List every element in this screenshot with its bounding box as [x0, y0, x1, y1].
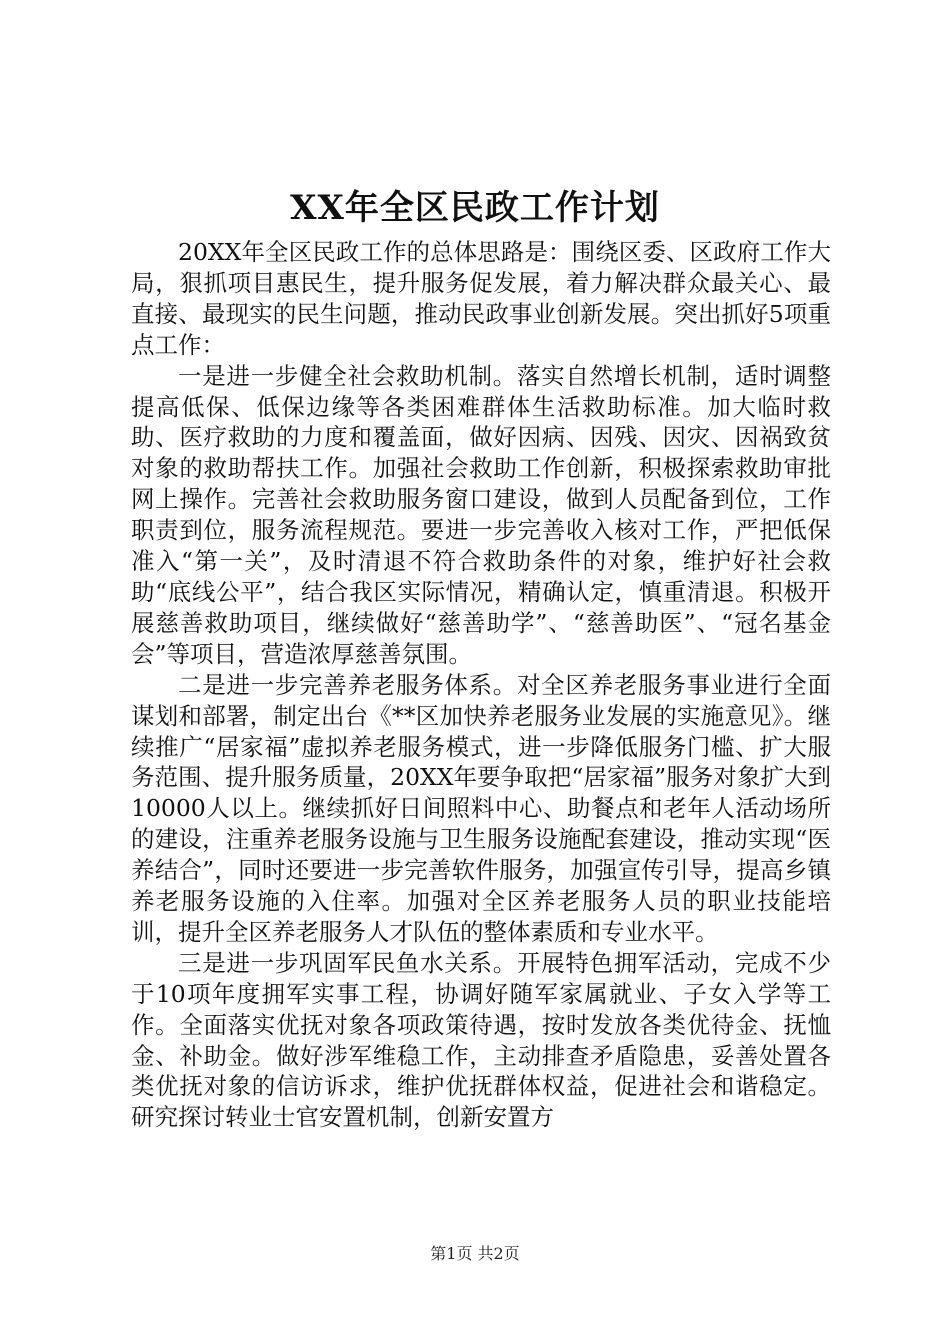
document-body	[131, 237, 831, 1133]
document-title: XX年全区民政工作计划	[290, 188, 660, 228]
paragraph-military-civilian: 三是进一步巩固军民鱼水关系。开展特色拥军活动，完成不少于10项年度拥军实事工程，协调好随军家属就业、子女入学等工作。全面落实优抚对象各项政策待遇，按时发放各类优待金、抚恤金、补助金。做好涉军维稳工作，主动排查矛盾隐患，妥善处置各类优抚对象的信访诉求，维护优抚群体权益，促进社会和谐稳定。研究探讨转业士官安置机制，创新安置方	[131, 948, 831, 1132]
page-number-footer: 第1页 共2页	[430, 1244, 520, 1263]
paragraph-intro: 20XX年全区民政工作的总体思路是：围绕区委、区政府工作大局，狠抓项目惠民生，提升服务促发展，着力解决群众最关心、最直接、最现实的民生问题，推动民政事业创新发展。突出抓好5项重点工作：	[131, 238, 831, 359]
paragraph-social-assistance: 一是进一步健全社会救助机制。落实自然增长机制，适时调整提高低保、低保边缘等各类困难群体生活救助标准。加大临时救助、医疗救助的力度和覆盖面，做好因病、因残、因灾、因祸致贫对象的救助帮扶工作。加强社会救助工作创新，积极探索救助审批网上操作。完善社会救助服务窗口建设，做到人员配备到位，工作职责到位，服务流程规范。要进一步完善收入核对工作，严把低保准入“第一关”，及时清退不符合救助条件的对象，维护好社会救助“底线公平”，结合我区实际情况，精确认定，慎重清退。积极开展慈善救助项目，继续做好“慈善助学”、“慈善助医”、“冠名基金会”等项目，营造浓厚慈善氛围。	[131, 361, 831, 668]
paragraph-elderly-care: 二是进一步完善养老服务体系。对全区养老服务事业进行全面谋划和部署，制定出台《**区加快养老服务业发展的实施意见》。继续推广“居家福”虚拟养老服务模式，进一步降低服务门槛、扩大服务范围、提升服务质量，20XX年要争取把“居家福”服务对象扩大到10000人以上。继续抓好日间照料中心、助餐点和老年人活动场所的建设，注重养老服务设施与卫生服务设施配套建设，推动实现“医养结合”，同时还要进一步完善软件服务，加强宣传引导，提高乡镇养老服务设施的入住率。加强对全区养老服务人员的职业技能培训，提升全区养老服务人才队伍的整体素质和专业水平。	[131, 670, 831, 946]
